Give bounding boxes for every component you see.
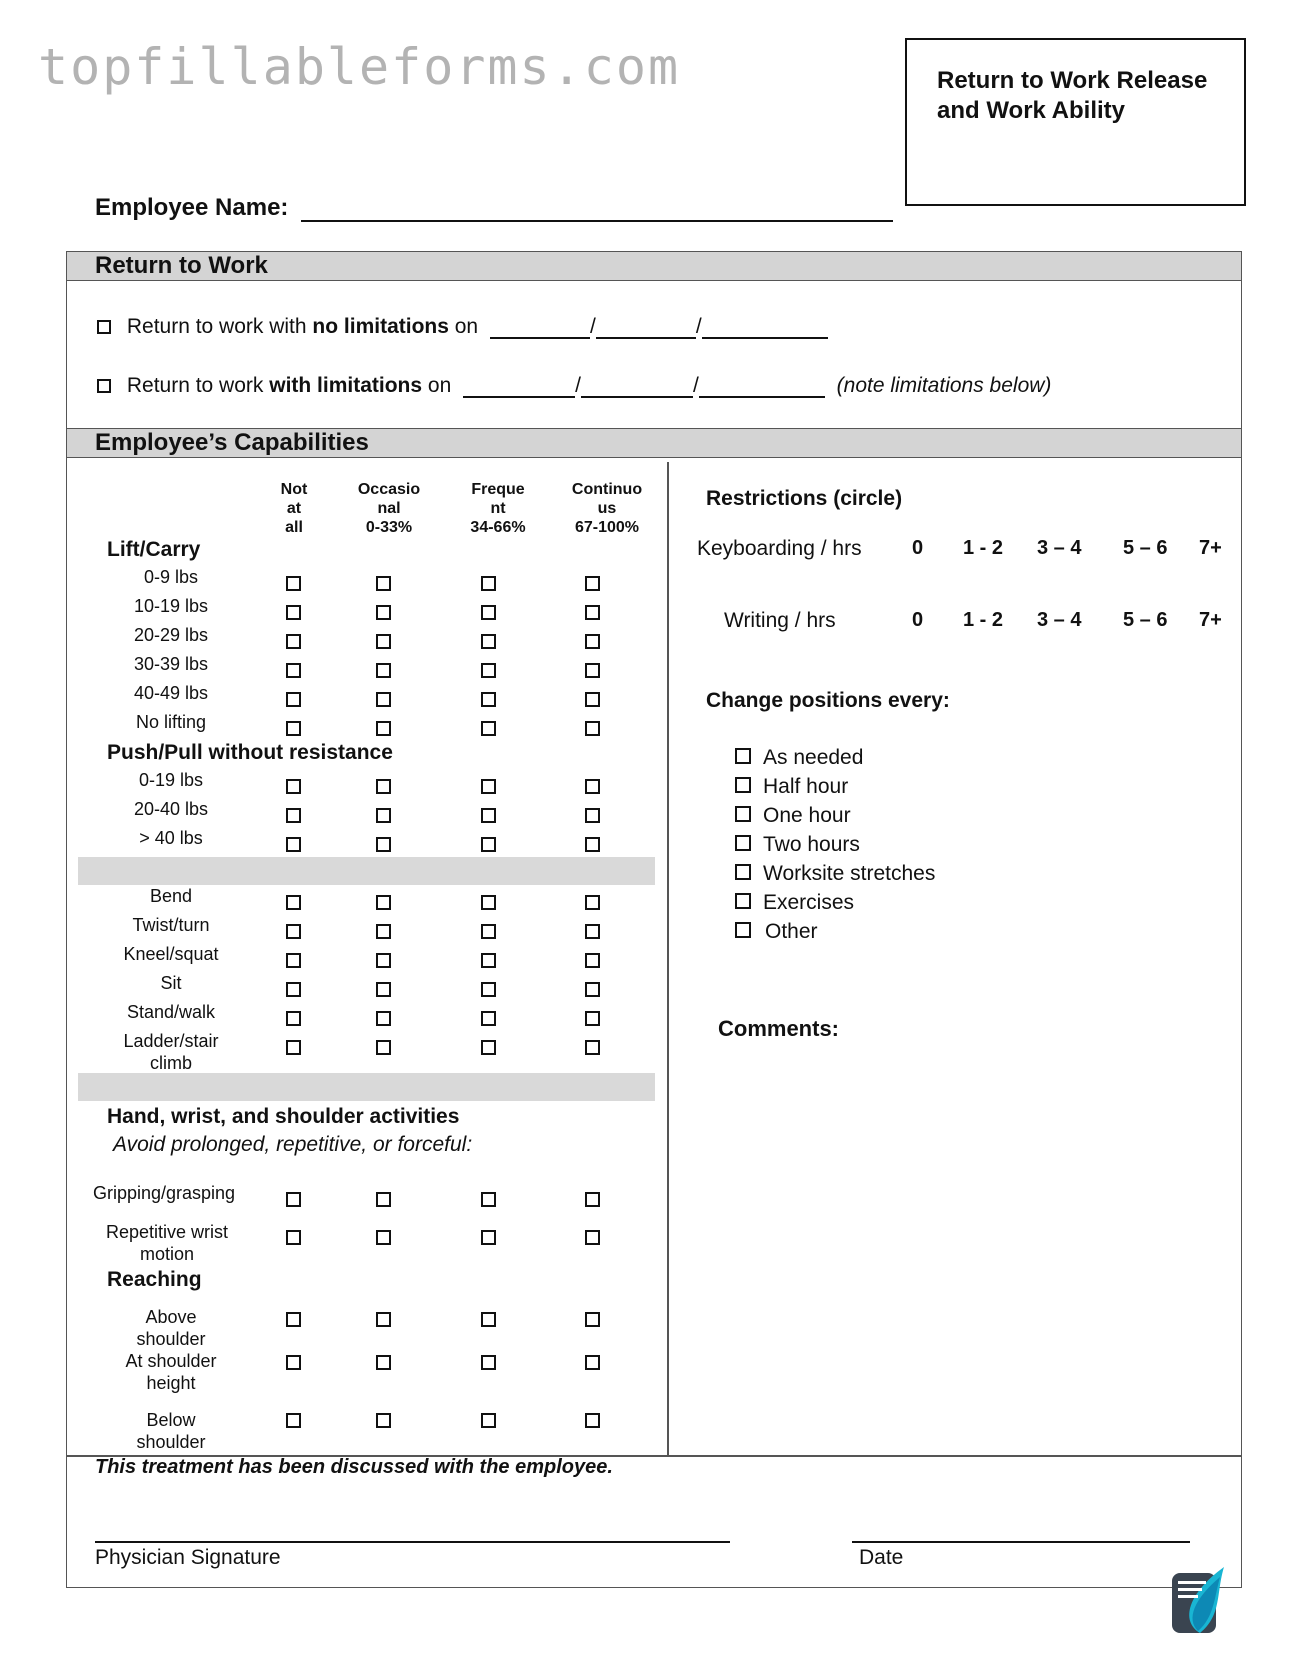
push-row-label: > 40 lbs: [139, 828, 203, 848]
stand-walk-frequent-checkbox[interactable]: [481, 1011, 496, 1026]
lift-10-19-frequent-checkbox[interactable]: [481, 605, 496, 620]
rtw-with-limitations-row: [97, 374, 1051, 398]
section-separator: [78, 1073, 655, 1101]
lift-20-29-frequent-checkbox[interactable]: [481, 634, 496, 649]
reach-above-continuous-checkbox[interactable]: [585, 1312, 600, 1327]
with-limitations-day-field[interactable]: [581, 376, 693, 398]
repetitive-wrist-occasional-checkbox[interactable]: [376, 1230, 391, 1245]
employee-name-row: [95, 194, 893, 222]
writing-label: Writing / hrs: [724, 609, 836, 632]
no-limitations-post: on: [448, 315, 479, 338]
reach-row-label: At shoulder: [125, 1351, 217, 1371]
change-option-one-hour[interactable]: One hour: [735, 804, 851, 828]
rtw-no-limitations-row: [97, 315, 828, 339]
push-row-label: 20-40 lbs: [133, 799, 209, 819]
ladder-stair-not-at-all-checkbox[interactable]: [286, 1040, 301, 1055]
return-to-work-header: Return to Work: [67, 251, 1241, 281]
lift-40-49-not-at-all-checkbox[interactable]: [286, 692, 301, 707]
no-limitations-pre: Return to work with: [126, 315, 313, 338]
lift-none-continuous-checkbox[interactable]: [585, 721, 600, 736]
bend-not-at-all-checkbox[interactable]: [286, 895, 301, 910]
reach-above-occasional-checkbox[interactable]: [376, 1312, 391, 1327]
physician-signature-label: Physician Signature: [95, 1546, 281, 1569]
comments-label: Comments:: [718, 1016, 840, 1041]
lift-10-19-continuous-checkbox[interactable]: [585, 605, 600, 620]
column-divider: [667, 462, 669, 1456]
keyboarding-option-5-6[interactable]: 5 – 6: [1123, 537, 1168, 559]
stand-walk-continuous-checkbox[interactable]: [585, 1011, 600, 1026]
employee-name-label: Employee Name:: [95, 194, 289, 221]
change-option-other[interactable]: Other: [735, 920, 818, 944]
writing-option-3-4[interactable]: 3 – 4: [1037, 609, 1082, 631]
push-20-40-occasional-checkbox[interactable]: [376, 808, 391, 823]
no-limitations-month-field[interactable]: [490, 317, 590, 339]
bend-occasional-checkbox[interactable]: [376, 895, 391, 910]
reaching-title: Reaching: [107, 1268, 202, 1291]
lift-row-label: 20-29 lbs: [133, 625, 209, 645]
writing-option-0[interactable]: 0: [912, 609, 924, 631]
comments-area[interactable]: [700, 1050, 1220, 1440]
date-label: Date: [859, 1546, 904, 1569]
change-checkbox[interactable]: [735, 748, 751, 764]
change-checkbox[interactable]: [735, 806, 751, 822]
lift-none-not-at-all-checkbox[interactable]: [286, 721, 301, 736]
reach-at-not-at-all-checkbox[interactable]: [286, 1355, 301, 1370]
lift-row-label: 40-49 lbs: [133, 683, 209, 703]
change-option-exercises[interactable]: Exercises: [735, 891, 854, 915]
push-0-19-frequent-checkbox[interactable]: [481, 779, 496, 794]
posture-row-label: Kneel/squat: [123, 944, 219, 964]
reach-row-label: Above: [145, 1307, 197, 1327]
twist-turn-continuous-checkbox[interactable]: [585, 924, 600, 939]
hand-wrist-subtitle: Avoid prolonged, repetitive, or forceful:: [113, 1133, 473, 1156]
employee-name-field[interactable]: [301, 198, 893, 222]
lift-0-9-not-at-all-checkbox[interactable]: [286, 576, 301, 591]
reach-row-label: Below: [146, 1410, 196, 1430]
reach-row-label: height: [146, 1373, 196, 1393]
push-0-19-occasional-checkbox[interactable]: [376, 779, 391, 794]
sit-continuous-checkbox[interactable]: [585, 982, 600, 997]
change-checkbox[interactable]: [735, 835, 751, 851]
col-header-continuous: Continuo us 67-100%: [571, 481, 643, 536]
lift-row-label: 0-9 lbs: [143, 567, 199, 587]
posture-row-label: climb: [149, 1053, 192, 1073]
reach-at-frequent-checkbox[interactable]: [481, 1355, 496, 1370]
change-checkbox[interactable]: [735, 864, 751, 880]
with-limitations-year-field[interactable]: [699, 376, 825, 398]
repetitive-wrist-not-at-all-checkbox[interactable]: [286, 1230, 301, 1245]
posture-row-label: Bend: [149, 886, 193, 906]
physician-signature-line[interactable]: [95, 1541, 730, 1543]
twist-turn-not-at-all-checkbox[interactable]: [286, 924, 301, 939]
lift-0-9-occasional-checkbox[interactable]: [376, 576, 391, 591]
gripping-occasional-checkbox[interactable]: [376, 1192, 391, 1207]
capabilities-header: Employee’s Capabilities: [67, 428, 1241, 458]
posture-row-label: Stand/walk: [126, 1002, 216, 1022]
keyboarding-option-7plus[interactable]: 7+: [1199, 537, 1222, 559]
lift-row-label: 30-39 lbs: [133, 654, 209, 674]
no-limitations-day-field[interactable]: [596, 317, 696, 339]
date-separator: /: [692, 374, 699, 397]
push-0-19-not-at-all-checkbox[interactable]: [286, 779, 301, 794]
date-separator: /: [589, 315, 596, 338]
push-0-19-continuous-checkbox[interactable]: [585, 779, 600, 794]
kneel-squat-occasional-checkbox[interactable]: [376, 953, 391, 968]
lift-40-49-frequent-checkbox[interactable]: [481, 692, 496, 707]
with-limitations-bold: with limitations: [269, 374, 423, 397]
push-over-40-frequent-checkbox[interactable]: [481, 837, 496, 852]
ladder-stair-occasional-checkbox[interactable]: [376, 1040, 391, 1055]
posture-row-label: Sit: [160, 973, 182, 993]
hand-row-label: Repetitive wrist: [105, 1222, 229, 1242]
push-row-label: 0-19 lbs: [138, 770, 204, 790]
ladder-stair-continuous-checkbox[interactable]: [585, 1040, 600, 1055]
reach-above-frequent-checkbox[interactable]: [481, 1312, 496, 1327]
writing-option-7plus[interactable]: 7+: [1199, 609, 1222, 631]
lift-row-label: 10-19 lbs: [133, 596, 209, 616]
change-option-half-hour[interactable]: Half hour: [735, 775, 848, 799]
sit-occasional-checkbox[interactable]: [376, 982, 391, 997]
lift-40-49-continuous-checkbox[interactable]: [585, 692, 600, 707]
stand-walk-not-at-all-checkbox[interactable]: [286, 1011, 301, 1026]
form-title: Return to Work Release and Work Ability: [905, 38, 1246, 206]
with-limitations-month-field[interactable]: [463, 376, 575, 398]
writing-option-5-6[interactable]: 5 – 6: [1123, 609, 1168, 631]
reach-above-not-at-all-checkbox[interactable]: [286, 1312, 301, 1327]
limitations-note: (note limitations below): [836, 374, 1052, 397]
keyboarding-label: Keyboarding / hrs: [697, 537, 862, 560]
lift-none-occasional-checkbox[interactable]: [376, 721, 391, 736]
posture-row-label: Twist/turn: [132, 915, 210, 935]
lift-30-39-not-at-all-checkbox[interactable]: [286, 663, 301, 678]
lift-none-frequent-checkbox[interactable]: [481, 721, 496, 736]
lift-40-49-occasional-checkbox[interactable]: [376, 692, 391, 707]
sit-not-at-all-checkbox[interactable]: [286, 982, 301, 997]
keyboarding-option-1-2[interactable]: 1 - 2: [963, 537, 1004, 559]
hand-row-label: Gripping/grasping: [92, 1183, 236, 1203]
lift-carry-title: Lift/Carry: [107, 538, 201, 561]
lift-30-39-occasional-checkbox[interactable]: [376, 663, 391, 678]
repetitive-wrist-frequent-checkbox[interactable]: [481, 1230, 496, 1245]
hand-wrist-title: Hand, wrist, and shoulder activities: [107, 1105, 460, 1128]
change-option-worksite-stretches[interactable]: Worksite stretches: [735, 862, 935, 886]
change-option-two-hours[interactable]: Two hours: [735, 833, 860, 857]
push-20-40-not-at-all-checkbox[interactable]: [286, 808, 301, 823]
reach-at-continuous-checkbox[interactable]: [585, 1355, 600, 1370]
lift-30-39-frequent-checkbox[interactable]: [481, 663, 496, 678]
push-pull-title: Push/Pull without resistance: [107, 741, 393, 764]
col-header-frequent: Freque nt 34-66%: [470, 481, 526, 536]
date-line[interactable]: [852, 1541, 1190, 1543]
keyboarding-option-3-4[interactable]: 3 – 4: [1037, 537, 1082, 559]
gripping-frequent-checkbox[interactable]: [481, 1192, 496, 1207]
push-over-40-not-at-all-checkbox[interactable]: [286, 837, 301, 852]
bend-frequent-checkbox[interactable]: [481, 895, 496, 910]
with-limitations-post: on: [422, 374, 452, 397]
lift-0-9-frequent-checkbox[interactable]: [481, 576, 496, 591]
writing-option-1-2[interactable]: 1 - 2: [963, 609, 1004, 631]
reach-below-frequent-checkbox[interactable]: [481, 1413, 496, 1428]
reach-at-occasional-checkbox[interactable]: [376, 1355, 391, 1370]
sit-frequent-checkbox[interactable]: [481, 982, 496, 997]
kneel-squat-frequent-checkbox[interactable]: [481, 953, 496, 968]
twist-turn-occasional-checkbox[interactable]: [376, 924, 391, 939]
push-20-40-continuous-checkbox[interactable]: [585, 808, 600, 823]
ladder-stair-frequent-checkbox[interactable]: [481, 1040, 496, 1055]
no-limitations-year-field[interactable]: [702, 317, 828, 339]
lift-20-29-occasional-checkbox[interactable]: [376, 634, 391, 649]
reach-below-occasional-checkbox[interactable]: [376, 1413, 391, 1428]
no-limitations-checkbox[interactable]: [97, 320, 111, 334]
reach-below-continuous-checkbox[interactable]: [585, 1413, 600, 1428]
col-header-not-at-all: Not at all: [280, 481, 308, 536]
bend-continuous-checkbox[interactable]: [585, 895, 600, 910]
push-over-40-occasional-checkbox[interactable]: [376, 837, 391, 852]
hand-row-label: motion: [139, 1244, 195, 1264]
gripping-not-at-all-checkbox[interactable]: [286, 1192, 301, 1207]
lift-0-9-continuous-checkbox[interactable]: [585, 576, 600, 591]
repetitive-wrist-continuous-checkbox[interactable]: [585, 1230, 600, 1245]
push-over-40-continuous-checkbox[interactable]: [585, 837, 600, 852]
no-limitations-bold: no limitations: [312, 315, 449, 338]
treatment-statement: This treatment has been discussed with the employee.: [95, 1456, 613, 1478]
stand-walk-occasional-checkbox[interactable]: [376, 1011, 391, 1026]
lift-10-19-occasional-checkbox[interactable]: [376, 605, 391, 620]
reach-row-label: shoulder: [136, 1432, 206, 1452]
change-checkbox[interactable]: [735, 893, 751, 909]
keyboarding-option-0[interactable]: 0: [912, 537, 924, 559]
push-20-40-frequent-checkbox[interactable]: [481, 808, 496, 823]
twist-turn-frequent-checkbox[interactable]: [481, 924, 496, 939]
site-logo-icon: [1170, 1563, 1226, 1635]
lift-20-29-continuous-checkbox[interactable]: [585, 634, 600, 649]
date-separator: /: [575, 374, 581, 397]
posture-row-label: Ladder/stair: [123, 1031, 219, 1051]
lift-10-19-not-at-all-checkbox[interactable]: [286, 605, 301, 620]
lift-30-39-continuous-checkbox[interactable]: [585, 663, 600, 678]
watermark: topfillableforms.com: [38, 38, 681, 96]
gripping-continuous-checkbox[interactable]: [585, 1192, 600, 1207]
date-separator: /: [695, 315, 702, 338]
change-positions-title: Change positions every:: [706, 689, 950, 712]
kneel-squat-continuous-checkbox[interactable]: [585, 953, 600, 968]
reach-below-not-at-all-checkbox[interactable]: [286, 1413, 301, 1428]
reach-row-label: shoulder: [136, 1329, 206, 1349]
change-option-as-needed[interactable]: As needed: [735, 746, 863, 770]
restrictions-title: Restrictions (circle): [706, 487, 903, 510]
change-checkbox[interactable]: [735, 922, 751, 938]
section-separator: [78, 857, 655, 885]
lift-20-29-not-at-all-checkbox[interactable]: [286, 634, 301, 649]
kneel-squat-not-at-all-checkbox[interactable]: [286, 953, 301, 968]
with-limitations-pre: Return to work: [126, 374, 270, 397]
with-limitations-checkbox[interactable]: [97, 379, 111, 393]
col-header-occasional: Occasio nal 0-33%: [357, 481, 421, 536]
lift-row-label: No lifting: [135, 712, 207, 732]
change-checkbox[interactable]: [735, 777, 751, 793]
